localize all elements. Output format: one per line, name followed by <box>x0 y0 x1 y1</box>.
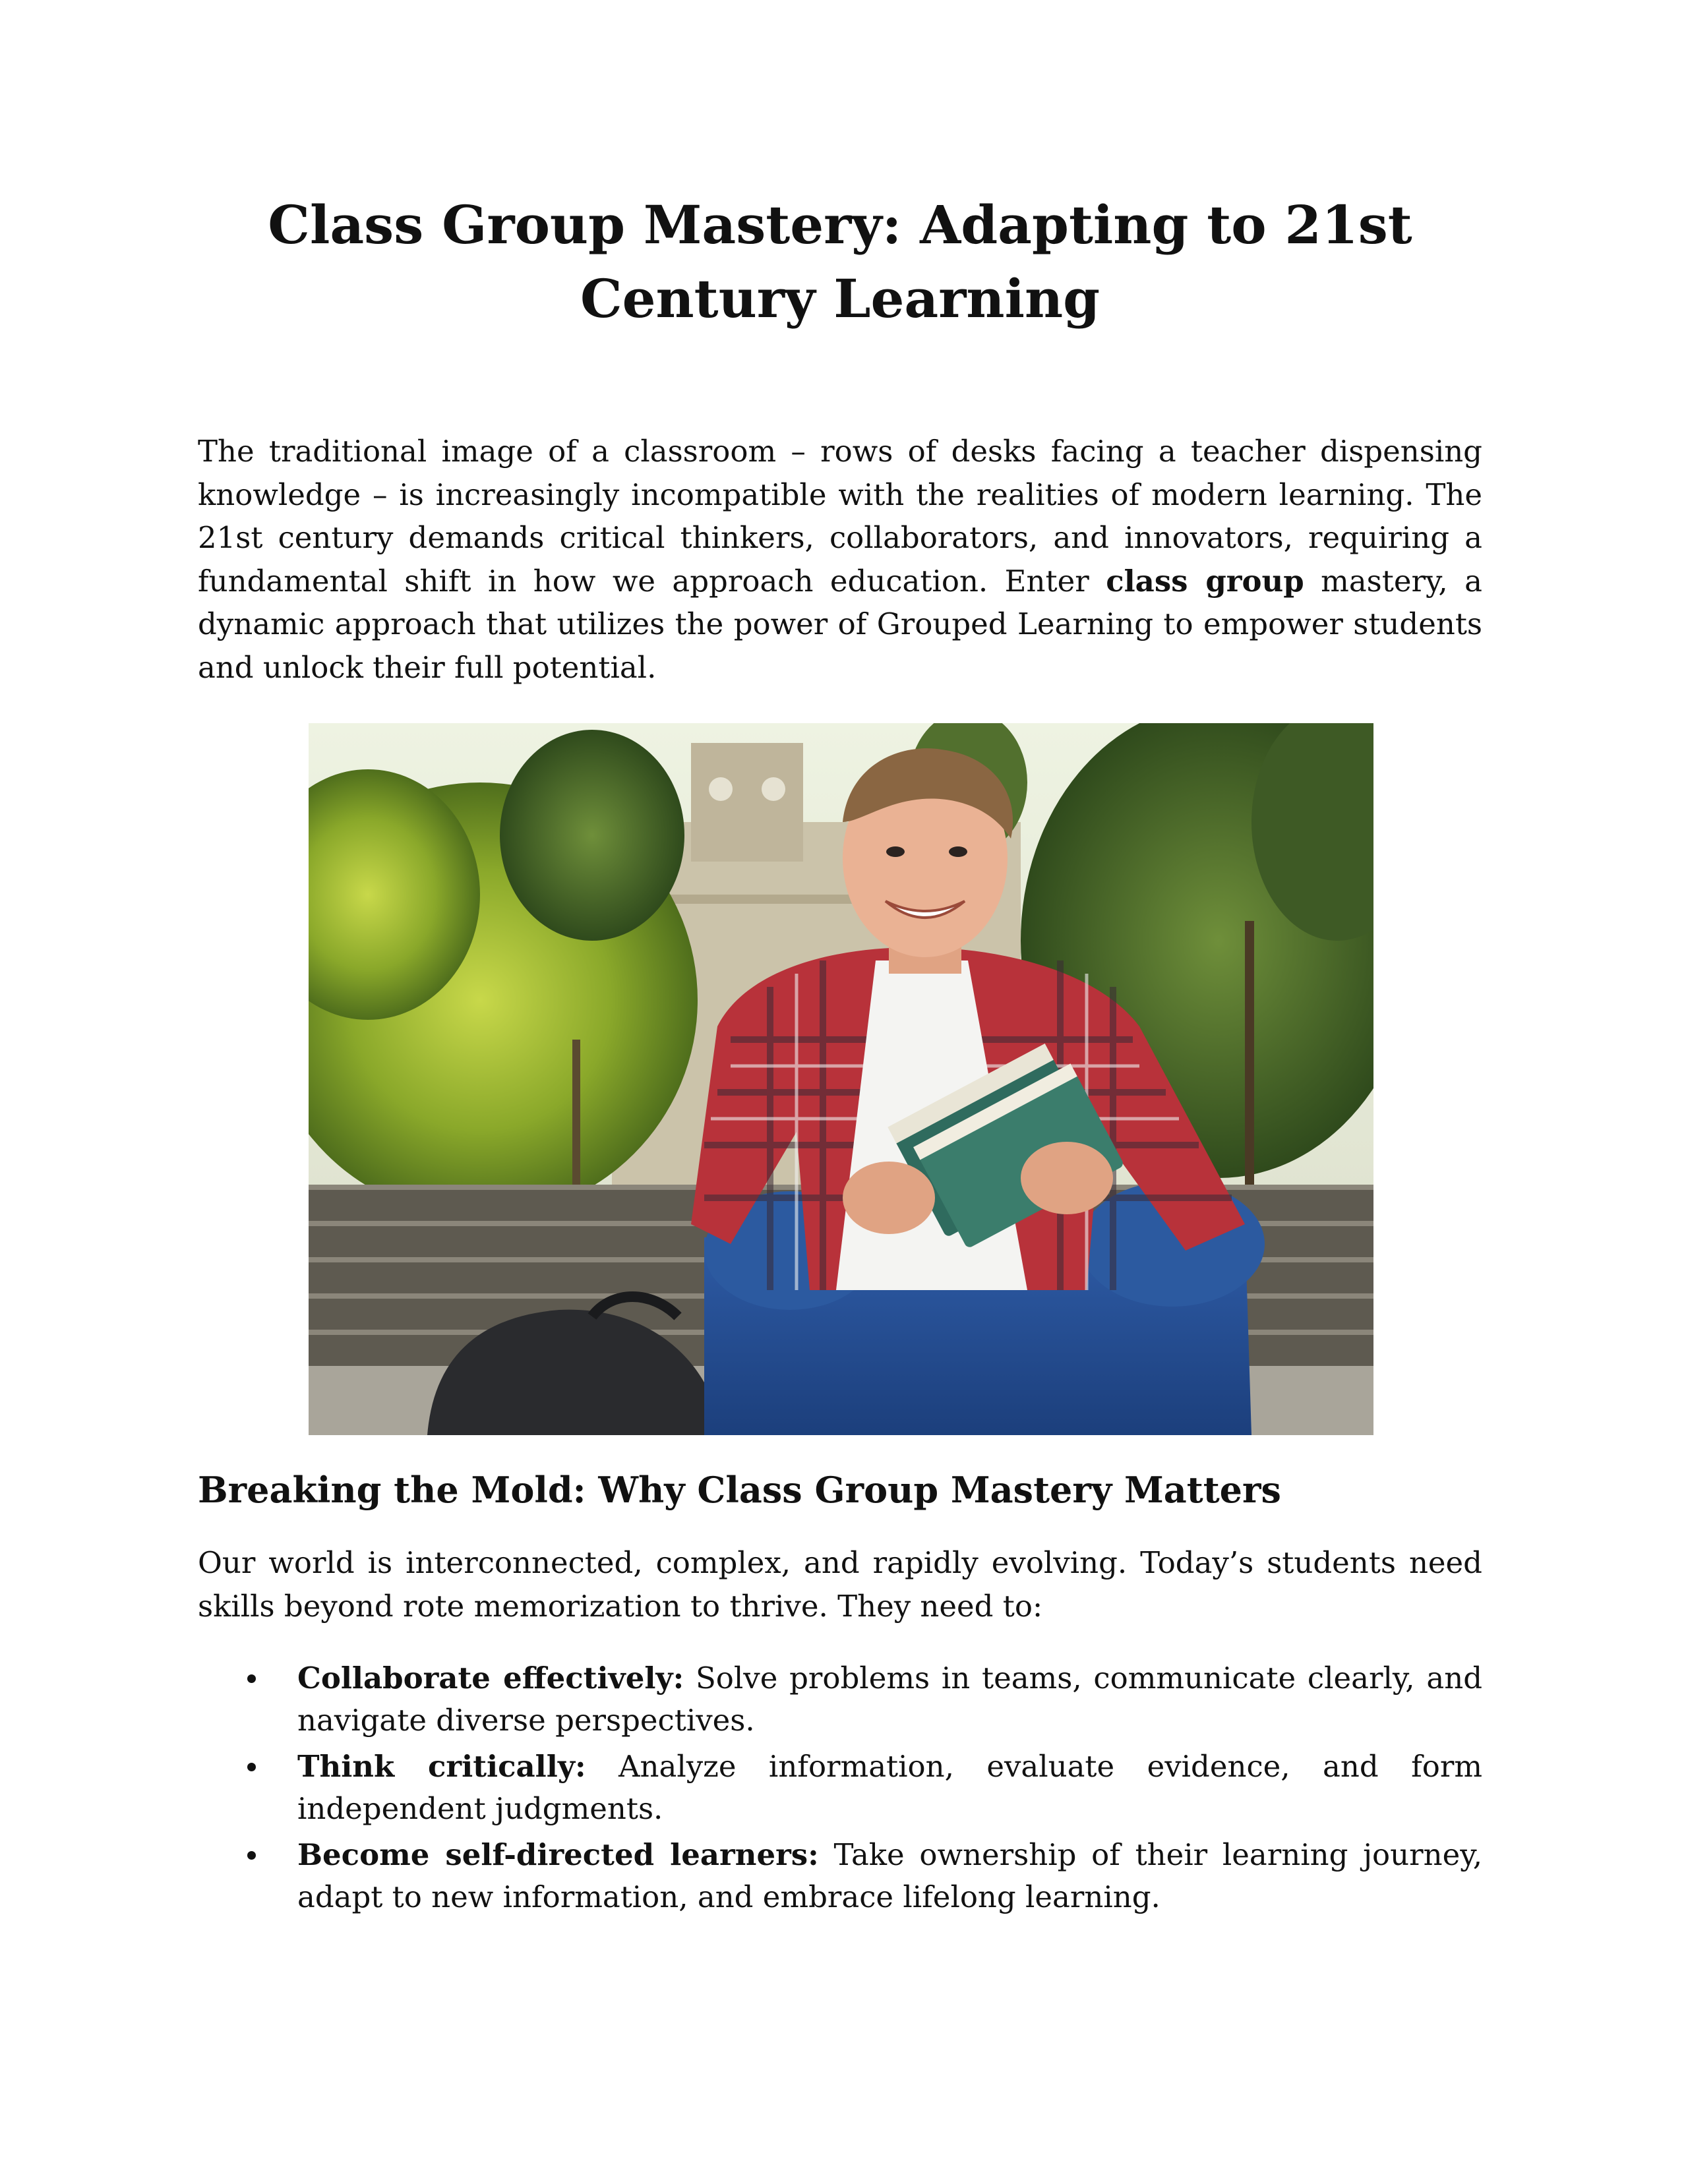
intro-text-end: mastery, a dynamic approach that utilizes the power of Grouped Learning to empower students and unlock their full potential. <box>198 563 1483 685</box>
bullet-icon <box>247 1674 256 1683</box>
student-photo <box>309 723 1373 1435</box>
intro-bold-term: class group <box>1106 563 1304 599</box>
list-item <box>198 1657 1482 1742</box>
list-item <box>198 1834 1482 1918</box>
list-item-label: Think critically: <box>297 1749 586 1784</box>
bullet-icon <box>247 1763 256 1771</box>
list-item-label: Collaborate effectively: <box>297 1661 684 1696</box>
section-paragraph: Our world is interconnected, complex, and rapidly evolving. Today’s students need skills beyond rote memorization to thrive. They need to: <box>198 1545 1482 1624</box>
list-item-text: Solve problems in teams, communicate clearly, and navigate diverse perspectives. <box>297 1661 1483 1738</box>
page-title: Class Group Mastery: Adapting to 21st Century Learning <box>268 194 1412 330</box>
intro-text-start: The traditional image of a classroom – rows of desks facing a teacher dispensing knowledge – is increasingly incompatible with the realities of modern learning. The 21st century demands critical thinkers, collaborators, and innovators, requiring a fundamental shift in how we approach education. Enter <box>198 434 1482 599</box>
list-item <box>198 1746 1482 1830</box>
intro-paragraph <box>198 430 1482 689</box>
list-item-text: Take ownership of their learning journey, adapt to new information, and embrace lifelong learning. <box>297 1837 1483 1914</box>
skills-list <box>198 1657 1482 1922</box>
list-item-label: Become self-directed learners: <box>297 1837 819 1872</box>
section-heading: Breaking the Mold: Why Class Group Mastery Matters <box>198 1469 1281 1511</box>
list-item-text: Analyze information, evaluate evidence, and form independent judgments. <box>297 1749 1483 1826</box>
bullet-icon <box>247 1851 256 1860</box>
